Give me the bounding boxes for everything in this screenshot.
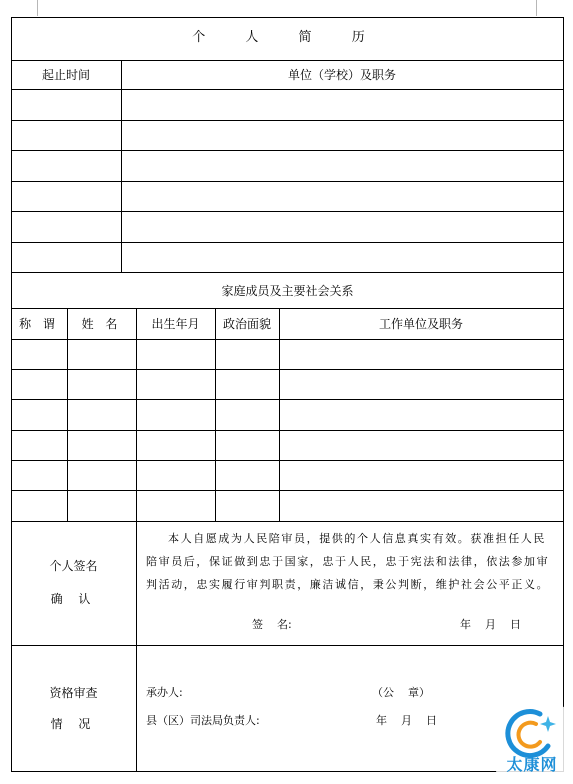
row-line	[11, 490, 564, 491]
signature-label-line2: 确 认	[50, 592, 97, 606]
table-border-right	[563, 17, 564, 772]
declaration-line-2: 陪审员后，保证做到忠于国家，忠于人民，忠于宪法和法律，依法参加审	[146, 555, 550, 568]
row-line	[11, 308, 564, 309]
seal-label: （公 章）	[372, 686, 430, 699]
row-line	[11, 150, 564, 151]
page-title: 个 人 简 历	[192, 30, 383, 45]
col-header-name: 姓 名	[81, 317, 122, 331]
declaration-line-3: 判活动，忠实履行审判职责，廉洁诚信，秉公判断，维护社会公平正义。	[146, 578, 550, 591]
signature-label-line1: 个人签名	[49, 559, 98, 573]
sign-label: 签 名:	[252, 618, 292, 631]
col-header-political: 政治面貌	[222, 317, 271, 331]
taikang-watermark-logo	[496, 706, 568, 778]
declaration-line-1: 本人自愿成为人民陪审员，提供的个人信息真实有效。获准担任人民	[168, 532, 546, 545]
col-line	[279, 308, 280, 521]
row-line	[11, 369, 564, 370]
table-border-bottom	[11, 771, 564, 772]
review-date-label: 年 月 日	[376, 714, 437, 727]
col-header-period: 起止时间	[41, 68, 90, 82]
row-line	[11, 460, 564, 461]
row-line	[11, 399, 564, 400]
row-line	[11, 242, 564, 243]
review-label-line1: 资格审查	[49, 686, 98, 700]
sign-date-label: 年 月 日	[460, 618, 521, 631]
review-label-line2: 情 况	[50, 717, 97, 731]
row-line	[11, 272, 564, 273]
col-line	[121, 60, 122, 273]
row-line	[11, 120, 564, 121]
col-line	[67, 308, 68, 521]
crop-mark-left	[37, 0, 38, 16]
handler-label: 承办人:	[146, 686, 183, 699]
watermark-text: 太康网	[506, 755, 558, 774]
row-line	[11, 211, 564, 212]
crop-mark-right	[536, 0, 537, 16]
col-line	[215, 308, 216, 521]
col-header-unit: 单位（学校）及职务	[287, 68, 396, 82]
row-line	[11, 521, 564, 522]
row-line	[11, 89, 564, 90]
col-line	[136, 308, 137, 772]
row-line	[11, 181, 564, 182]
row-line	[11, 339, 564, 340]
col-header-birth: 出生年月	[151, 317, 200, 331]
director-label: 县（区）司法局负责人:	[146, 714, 260, 727]
row-line	[11, 60, 564, 61]
row-line	[11, 430, 564, 431]
family-section-title: 家庭成员及主要社会关系	[221, 284, 354, 298]
col-header-work: 工作单位及职务	[378, 317, 463, 331]
table-border-top	[11, 17, 564, 18]
table-border-left	[11, 17, 12, 772]
col-header-relation: 称 谓	[19, 317, 59, 331]
row-line	[11, 645, 564, 646]
